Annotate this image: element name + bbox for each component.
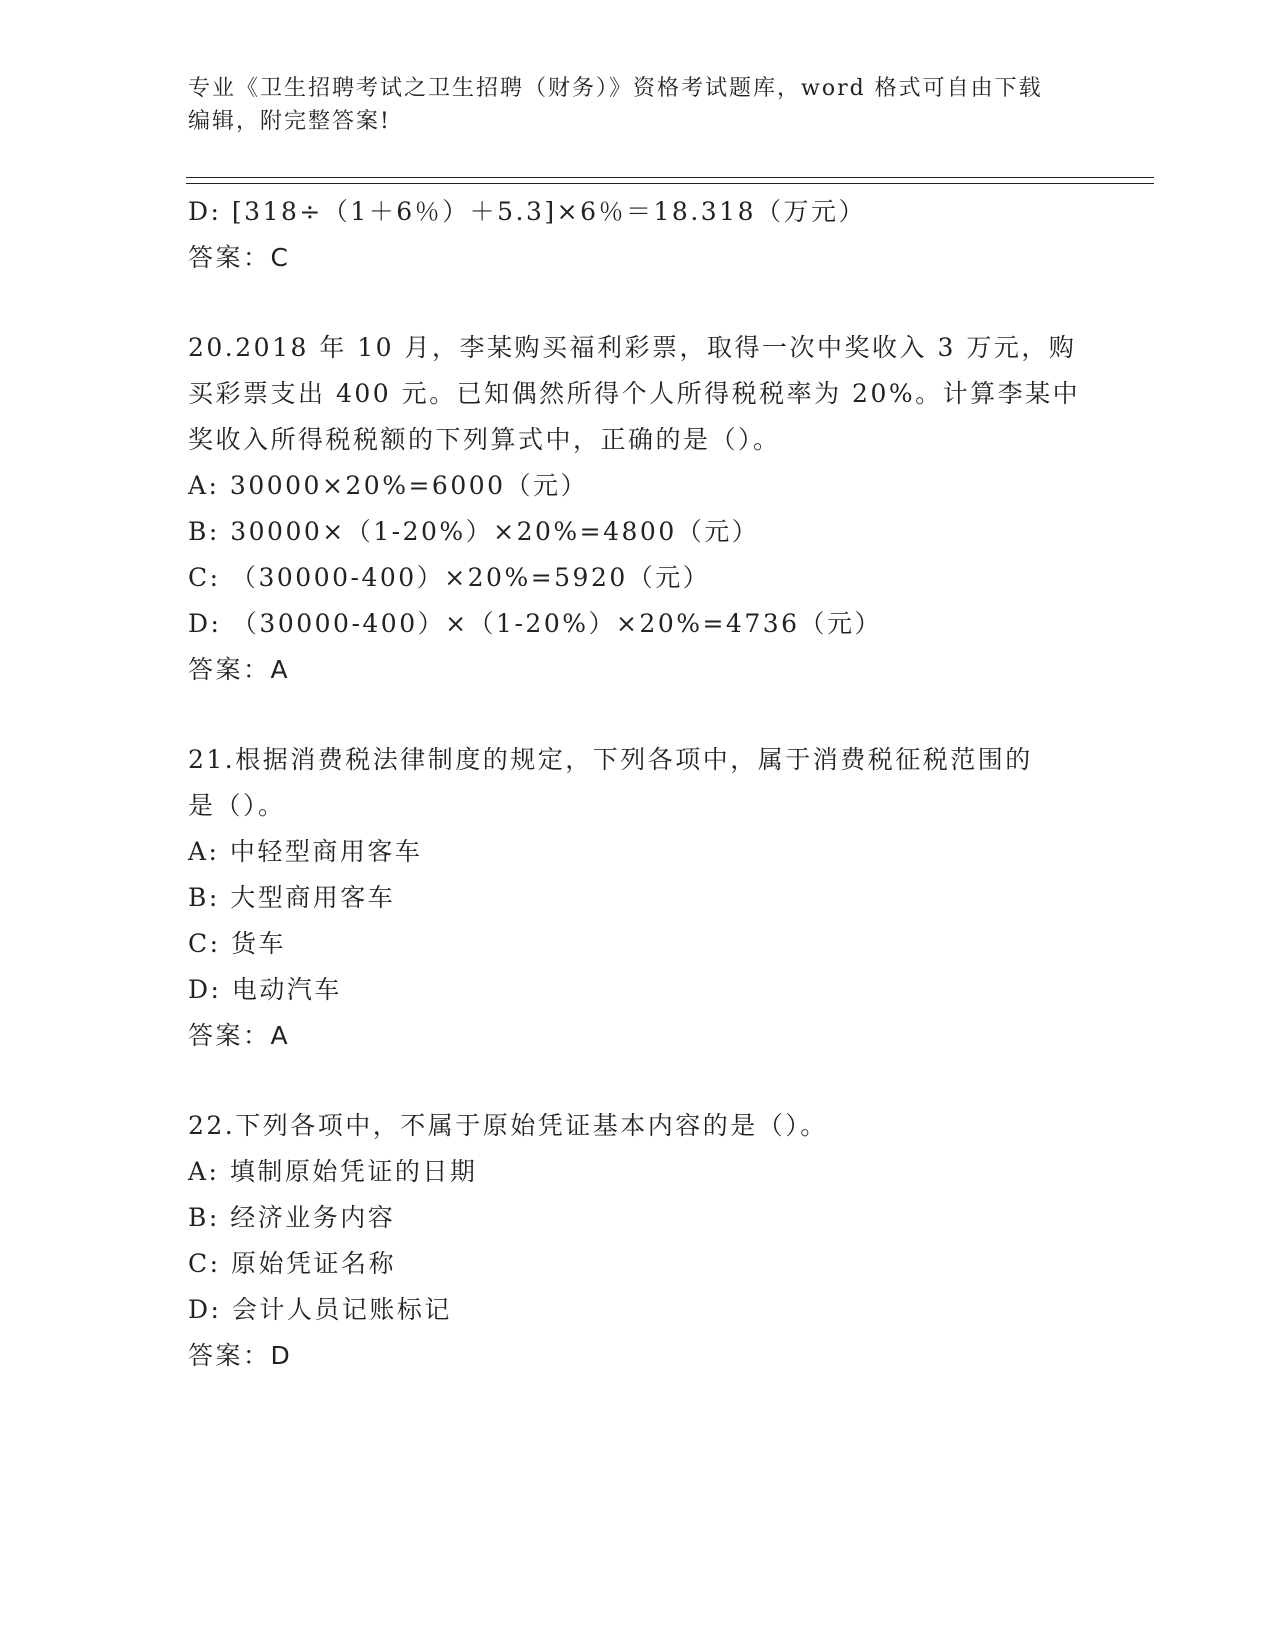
option-b: B: 大型商用客车 — [188, 883, 396, 912]
question-21 — [188, 737, 1088, 1059]
header-line-1: 专业《卫生招聘考试之卫生招聘（财务）》资格考试题库，word 格式可自由下载 — [188, 76, 1043, 101]
option-d: D: 会计人员记账标记 — [188, 1295, 452, 1324]
document-header — [188, 72, 1068, 138]
question-19-tail — [188, 189, 1088, 281]
option-b: B: 30000×（1-20%）×20%=4800（元） — [188, 517, 760, 546]
option-d: D: [318÷（1＋6％）＋5.3]×6％＝18.318（万元） — [188, 197, 866, 226]
header-divider-bottom — [186, 183, 1154, 184]
question-stem: 是（）。 — [188, 791, 286, 820]
header-line-2: 编辑，附完整答案! — [188, 109, 391, 134]
question-stem: 奖收入所得税税额的下列算式中，正确的是（）。 — [188, 425, 781, 454]
answer: 答案：D — [188, 1341, 293, 1370]
answer: 答案：C — [188, 243, 291, 272]
option-c: C: 货车 — [188, 929, 286, 958]
answer: 答案：A — [188, 655, 291, 684]
header-divider-top — [186, 177, 1154, 178]
option-a: A: 中轻型商用客车 — [188, 837, 423, 866]
question-22 — [188, 1103, 1088, 1379]
question-stem: 21.根据消费税法律制度的规定，下列各项中，属于消费税征税范围的 — [188, 745, 1033, 774]
question-stem: 20.2018 年 10 月，李某购买福利彩票，取得一次中奖收入 3 万元，购 — [188, 333, 1077, 362]
option-d: D: （30000-400）×（1-20%）×20%=4736（元） — [188, 609, 883, 638]
question-stem: 22.下列各项中，不属于原始凭证基本内容的是（）。 — [188, 1111, 828, 1140]
option-b: B: 经济业务内容 — [188, 1203, 396, 1232]
option-d: D: 电动汽车 — [188, 975, 342, 1004]
option-a: A: 30000×20%=6000（元） — [188, 471, 589, 500]
option-a: A: 填制原始凭证的日期 — [188, 1157, 478, 1186]
question-list — [188, 189, 1088, 1379]
option-c: C: 原始凭证名称 — [188, 1249, 396, 1278]
question-20 — [188, 325, 1088, 693]
question-stem: 买彩票支出 400 元。已知偶然所得个人所得税税率为 20%。计算李某中 — [188, 379, 1081, 408]
answer: 答案：A — [188, 1021, 291, 1050]
option-c: C: （30000-400）×20%=5920（元） — [188, 563, 711, 592]
